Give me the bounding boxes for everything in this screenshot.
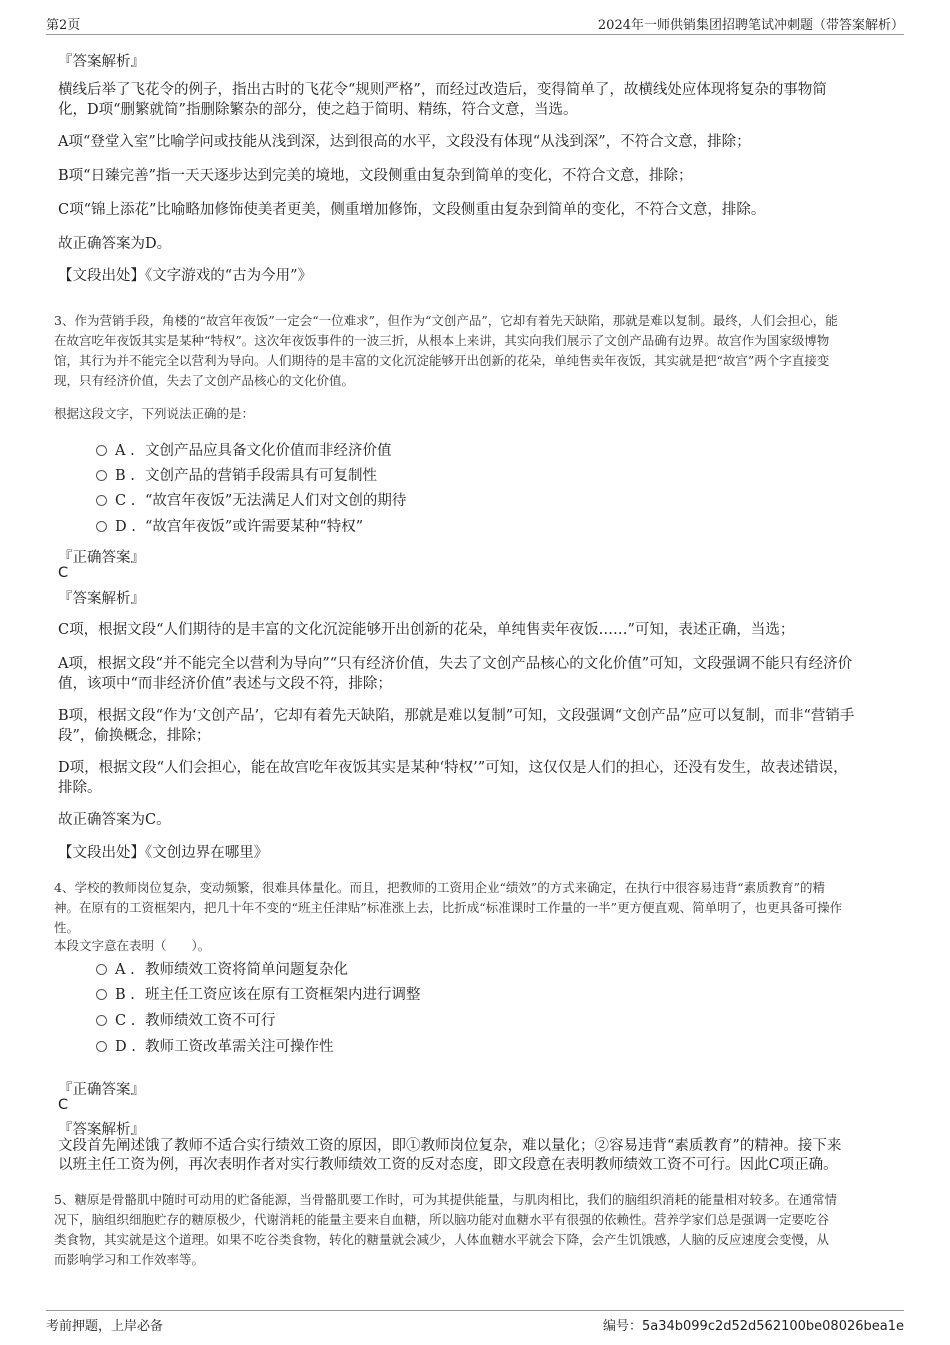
q3-correct-answer: C — [58, 565, 69, 581]
document-code — [603, 1315, 904, 1334]
q4-option-d[interactable]: D . 教师工资改革需关注可操作性 — [96, 1037, 334, 1057]
q3-point-b-line-1: B项，根据文段“作为‘文创产品’，它却有着先天缺陷，那就是难以复制”可知，文段强调“文创产品”应可以复制，而非“营销手 — [58, 708, 855, 724]
q4-passage-line-2: 神。在原有的工资框架内，把几十年不变的“班主任津贴”标准涨上去，比折成“标准课时工作量的一半”更方便直观、简单明了，也更具备可操作 — [54, 900, 843, 915]
radio-icon[interactable] — [96, 495, 107, 506]
q3-point-d-line-1: D项，根据文段“人们会担心，能在故宫吃年夜饭其实是某种‘特权’”可知，这仅仅是人们的担心，还没有发生，故表述错误， — [58, 760, 848, 776]
q2-analysis-tag: 『答案解析』 — [58, 54, 145, 70]
q2-point-c: C项“锦上添花”比喻略加修饰使美者更美，侧重增加修饰，文段侧重由复杂到简单的变化，不符合文意，排除。 — [58, 202, 766, 218]
q3-point-c: C项，根据文段“人们期待的是丰富的文化沉淀能够开出创新的花朵，单纯售卖年夜饭……”可知，表述正确，当选； — [58, 622, 795, 638]
document-title: 2024年一师供销集团招聘笔试冲刺题（带答案解析） — [597, 18, 904, 33]
radio-icon[interactable] — [96, 964, 107, 975]
q3-passage-line-4: 现，只有经济价值，失去了文创产品核心的文化价值。 — [54, 373, 355, 388]
q3-passage-line-2: 在故宫吃年夜饭其实是某种“特权”。这次年夜饭事件的一波三折，从根本上来讲，其实向我们展示了文创产品确有边界。故宫作为国家级博物 — [54, 333, 830, 348]
q3-option-d[interactable]: D . “故宫年夜饭”或许需要某种“特权” — [96, 517, 363, 537]
q5-passage-line-1: 5、糖原是骨骼肌中随时可动用的贮备能源，当骨骼肌要工作时，可为其提供能量，与肌肉相比，我们的脑组织消耗的能量相对较多。在通常情 — [54, 1192, 837, 1207]
q3-point-a-line-2: 值，该项中“而非经济价值”表述与文段不符，排除； — [58, 676, 392, 692]
radio-icon[interactable] — [96, 521, 107, 532]
radio-icon[interactable] — [96, 1015, 107, 1026]
q4-option-a[interactable]: A . 教师绩效工资将简单问题复杂化 — [96, 960, 348, 980]
q4-option-c[interactable]: C . 教师绩效工资不可行 — [96, 1011, 276, 1031]
q2-analysis-line-2: 化，D项“删繁就简”指删除繁杂的部分，使之趋于简明、精练，符合文意，当选。 — [58, 102, 578, 118]
q2-analysis-line-1: 横线后举了飞花令的例子，指出古时的飞花令“规则严格”，而经过改造后，变得简单了，故横线处应体现将复杂的事物简 — [58, 82, 827, 98]
q4-passage-line-1: 4、学校的教师岗位复杂，变动频繁，很难具体量化。而且，把教师的工资用企业“绩效”的方式来确定，在执行中很容易违背“素质教育”的精 — [54, 880, 826, 895]
page-footer — [46, 1310, 904, 1333]
q4-analysis-line-1: 文段首先阐述饿了教师不适合实行绩效工资的原因，即①教师岗位复杂，难以量化；②容易违背“素质教育”的精神。接下来 — [58, 1138, 842, 1154]
q3-point-b-line-2: 段”，偷换概念，排除； — [58, 728, 211, 744]
q5-passage-line-4: 而影响学习和工作效率等。 — [54, 1252, 205, 1267]
radio-icon[interactable] — [96, 989, 107, 1000]
q3-correct-tag: 『正确答案』 — [58, 550, 145, 566]
q3-option-c[interactable]: C . “故宫年夜饭”无法满足人们对文创的期待 — [96, 491, 406, 511]
q2-conclusion: 故正确答案为D。 — [58, 236, 172, 252]
footer-slogan: 考前押题，上岸必备 — [46, 1319, 164, 1334]
q3-source: 【文段出处】《文创边界在哪里》 — [58, 845, 269, 861]
q4-correct-tag: 『正确答案』 — [58, 1082, 145, 1098]
q4-correct-answer: C — [58, 1097, 69, 1113]
q3-passage-line-3: 馆，其行为并不能完全以营利为导向。人们期待的是丰富的文化沉淀能够开出创新的花朵，单纯售卖年夜饭，其实就是把“故宫”两个字直接变 — [54, 353, 830, 368]
radio-icon[interactable] — [96, 470, 107, 481]
q3-passage-line-1: 3、作为营销手段，角楼的“故宫年夜饭”一定会“一位难求”，但作为“文创产品”，它却有着先天缺陷，那就是难以复制。最终，人们会担心，能 — [54, 313, 838, 328]
page-number: 第2页 — [46, 18, 81, 33]
q5-passage-line-2: 况下，脑组织细胞贮存的糖原极少，代谢消耗的能量主要来自血糖，所以脑功能对血糖水平有很强的依赖性。营养学家们总是强调一定要吃谷 — [54, 1212, 830, 1227]
q2-point-b: B项“日臻完善”指一天天逐步达到完美的境地，文段侧重由复杂到简单的变化，不符合文意，排除； — [58, 168, 693, 184]
q2-source: 【文段出处】《文字游戏的“古为今用”》 — [58, 268, 313, 284]
q4-analysis-tag: 『答案解析』 — [58, 1122, 145, 1138]
q4-option-b[interactable]: B . 班主任工资应该在原有工资框架内进行调整 — [96, 985, 421, 1005]
q3-prompt: 根据这段文字，下列说法正确的是： — [54, 406, 255, 421]
q2-point-a: A项“登堂入室”比喻学问或技能从浅到深，达到很高的水平，文段没有体现“从浅到深”，不符合文意，排除； — [58, 134, 751, 150]
q4-prompt: 本段文字意在表明（ ）。 — [54, 938, 211, 953]
q3-point-d-line-2: 排除。 — [58, 780, 102, 796]
q3-option-a[interactable]: A . 文创产品应具备文化价值而非经济价值 — [96, 441, 392, 461]
q3-option-b[interactable]: B . 文创产品的营销手段需具有可复制性 — [96, 466, 377, 486]
q5-passage-line-3: 类食物，其实就是这个道理。如果不吃谷类食物，转化的糖量就会减少，人体血糖水平就会下降，会产生饥饿感，人脑的反应速度会变慢，从 — [54, 1232, 830, 1247]
q4-passage-line-3: 性。 — [54, 920, 80, 935]
q3-conclusion: 故正确答案为C。 — [58, 812, 171, 828]
code-value: 5a34b099c2d52d562100be08026bea1e — [641, 1319, 904, 1334]
q3-point-a-line-1: A项，根据文段“并不能完全以营利为导向”“只有经济价值，失去了文创产品核心的文化价值”可知，文段强调不能只有经济价 — [58, 656, 853, 672]
radio-icon[interactable] — [96, 1041, 107, 1052]
q4-analysis-line-2: 以班主任工资为例，再次表明作者对实行教师绩效工资的反对态度，即文段意在表明教师绩效工资不可行。因此C项正确。 — [58, 1157, 838, 1173]
q3-analysis-tag: 『答案解析』 — [58, 591, 145, 607]
page-header — [46, 14, 904, 35]
radio-icon[interactable] — [96, 445, 107, 456]
code-label: 编号： — [602, 1319, 642, 1334]
